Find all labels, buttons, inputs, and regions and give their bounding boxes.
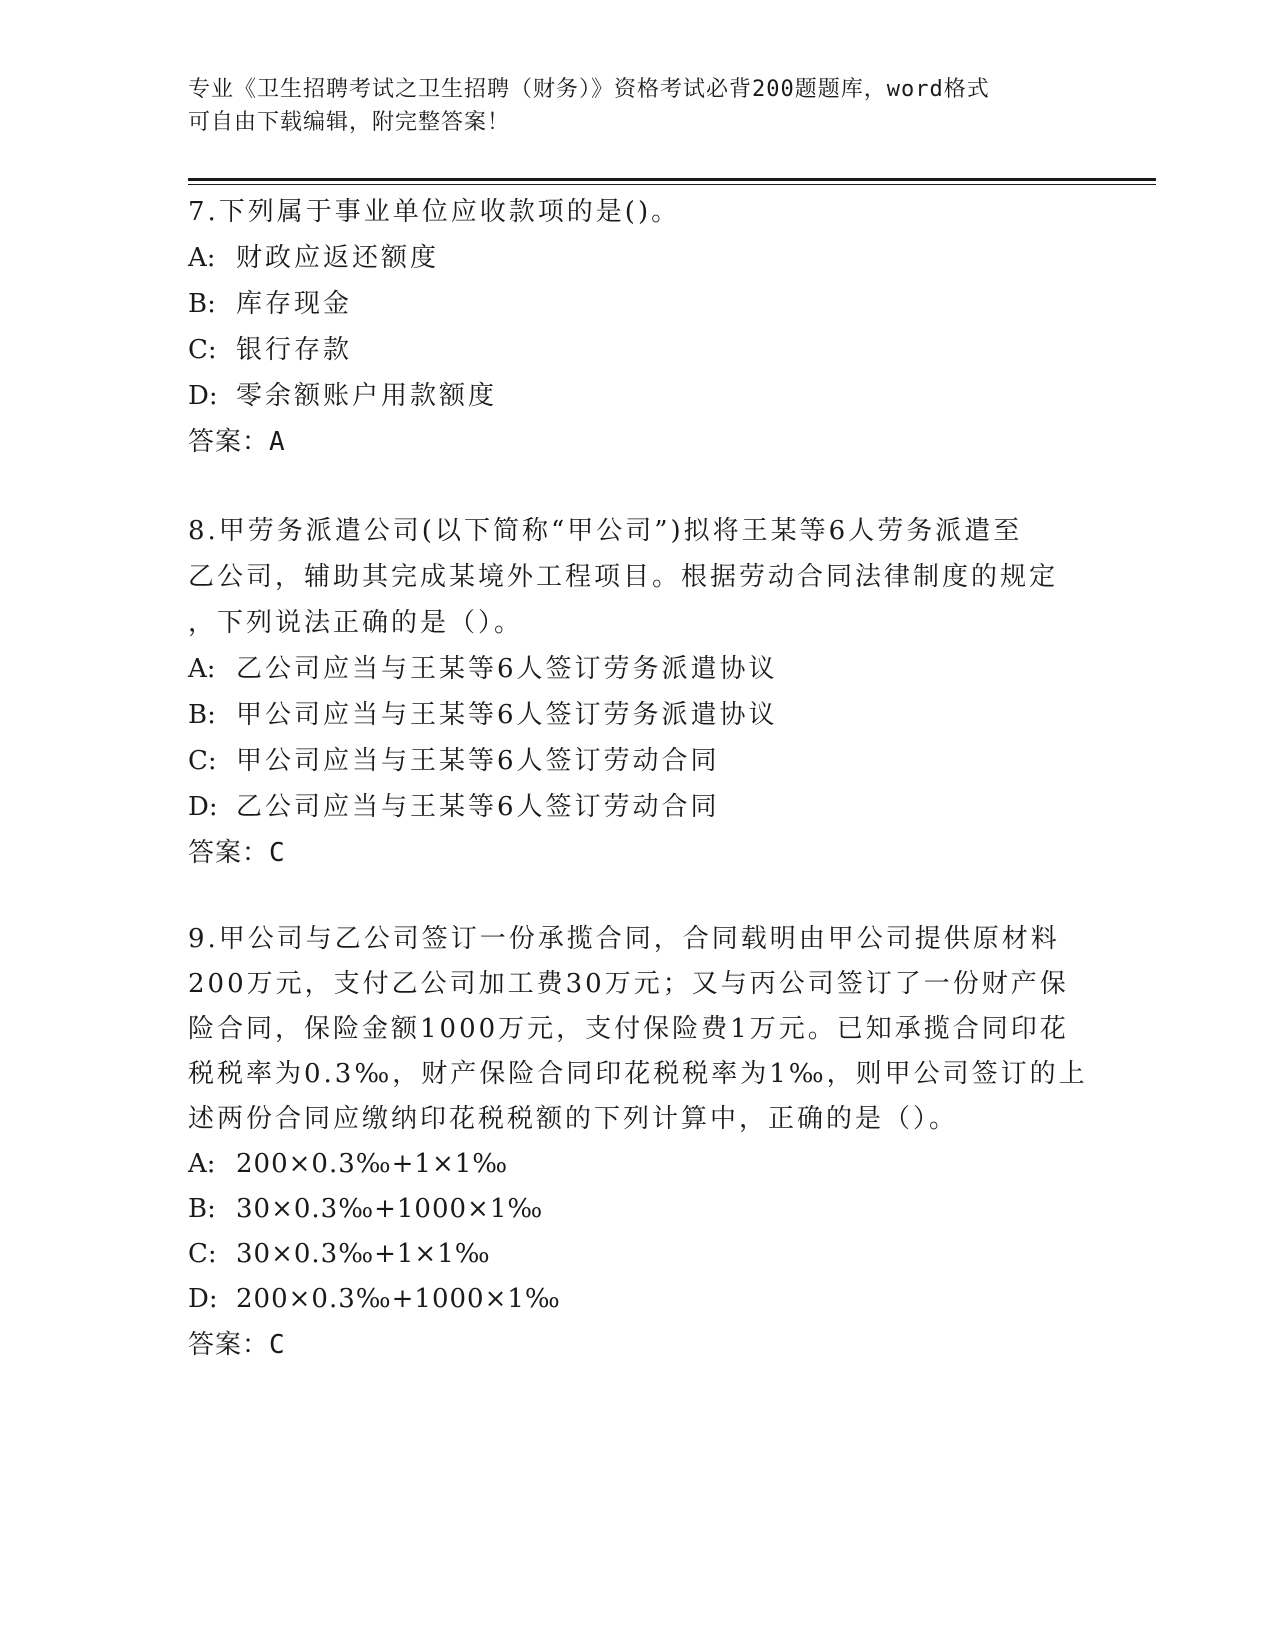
option-key: A:: [188, 654, 216, 684]
header-divider-thick: [188, 178, 1156, 181]
answer-label: 答案：: [188, 1330, 270, 1360]
answer-value: C: [269, 838, 286, 868]
document-header: [188, 73, 1068, 139]
option-key: D:: [188, 1284, 218, 1314]
answer-line: [188, 1322, 1088, 1368]
option-c: [188, 1232, 1088, 1277]
answer-value: A: [269, 427, 286, 457]
option-key: C:: [188, 335, 217, 365]
question-stem-line: 200万元，支付乙公司加工费30万元；又与丙公司签订了一份财产保: [188, 969, 1069, 999]
option-key: D:: [188, 792, 218, 822]
answer-label: 答案：: [188, 838, 270, 868]
option-text: 甲公司应当与王某等6人签订劳动合同: [236, 746, 720, 776]
question-stem-line: 乙公司，辅助其完成某境外工程项目。根据劳动合同法律制度的规定: [188, 562, 1059, 592]
option-text: 30×0.3‰+1×1‰: [236, 1239, 491, 1269]
option-key: C:: [188, 1239, 217, 1269]
option-text: 乙公司应当与王某等6人签订劳务派遣协议: [236, 654, 778, 684]
header-line-2: 可自由下载编辑，附完整答案！: [188, 110, 511, 135]
option-text: 财政应返还额度: [236, 243, 440, 273]
option-text: 30×0.3‰+1000×1‰: [236, 1194, 544, 1224]
option-c: [188, 738, 1088, 784]
question-9: [188, 917, 1088, 1368]
option-text: 甲公司应当与王某等6人签订劳务派遣协议: [236, 700, 778, 730]
question-stem-line: 述两份合同应缴纳印花税税额的下列计算中，正确的是（）。: [188, 1104, 959, 1134]
question-stem-line: 险合同，保险金额1000万元，支付保险费1万元。已知承揽合同印花: [188, 1014, 1069, 1044]
question-stem-line: 8.甲劳务派遣公司(以下简称“甲公司”)拟将王某等6人劳务派遣至: [188, 516, 1023, 546]
option-d: [188, 784, 1088, 830]
option-key: C:: [188, 746, 217, 776]
question-stem-line: 9.甲公司与乙公司签订一份承揽合同，合同载明由甲公司提供原材料: [188, 924, 1060, 954]
option-text: 零余额账户用款额度: [236, 381, 498, 411]
option-text: 乙公司应当与王某等6人签订劳动合同: [236, 792, 720, 822]
question-stem-line: 税税率为0.3‰，财产保险合同印花税税率为1‰，则甲公司签订的上: [188, 1059, 1088, 1089]
option-a: [188, 646, 1088, 692]
answer-value: C: [269, 1330, 286, 1360]
option-key: D:: [188, 381, 218, 411]
option-d: [188, 1277, 1088, 1322]
option-b: [188, 1187, 1088, 1232]
option-key: A:: [188, 1149, 216, 1179]
option-key: B:: [188, 289, 216, 319]
option-text: 200×0.3‰+1000×1‰: [236, 1284, 561, 1314]
option-key: A:: [188, 243, 216, 273]
option-d: [188, 373, 1088, 419]
header-divider-thin: [188, 184, 1156, 185]
option-text: 200×0.3‰+1×1‰: [236, 1149, 509, 1179]
option-text: 库存现金: [236, 289, 353, 319]
answer-line: [188, 830, 1088, 876]
answer-label: 答案：: [188, 427, 270, 457]
option-key: B:: [188, 700, 216, 730]
option-key: B:: [188, 1194, 216, 1224]
question-stem-line: 7.下列属于事业单位应收款项的是()。: [188, 197, 681, 227]
answer-line: [188, 419, 1088, 465]
question-7: [188, 189, 1088, 465]
option-b: [188, 692, 1088, 738]
option-a: [188, 235, 1088, 281]
question-stem-line: ，下列说法正确的是（）。: [188, 608, 524, 638]
option-a: [188, 1142, 1088, 1187]
option-text: 银行存款: [236, 335, 353, 365]
header-line-1: 专业《卫生招聘考试之卫生招聘（财务）》资格考试必背200题题库，word格式: [188, 77, 990, 102]
question-8: [188, 508, 1088, 876]
option-b: [188, 281, 1088, 327]
option-c: [188, 327, 1088, 373]
